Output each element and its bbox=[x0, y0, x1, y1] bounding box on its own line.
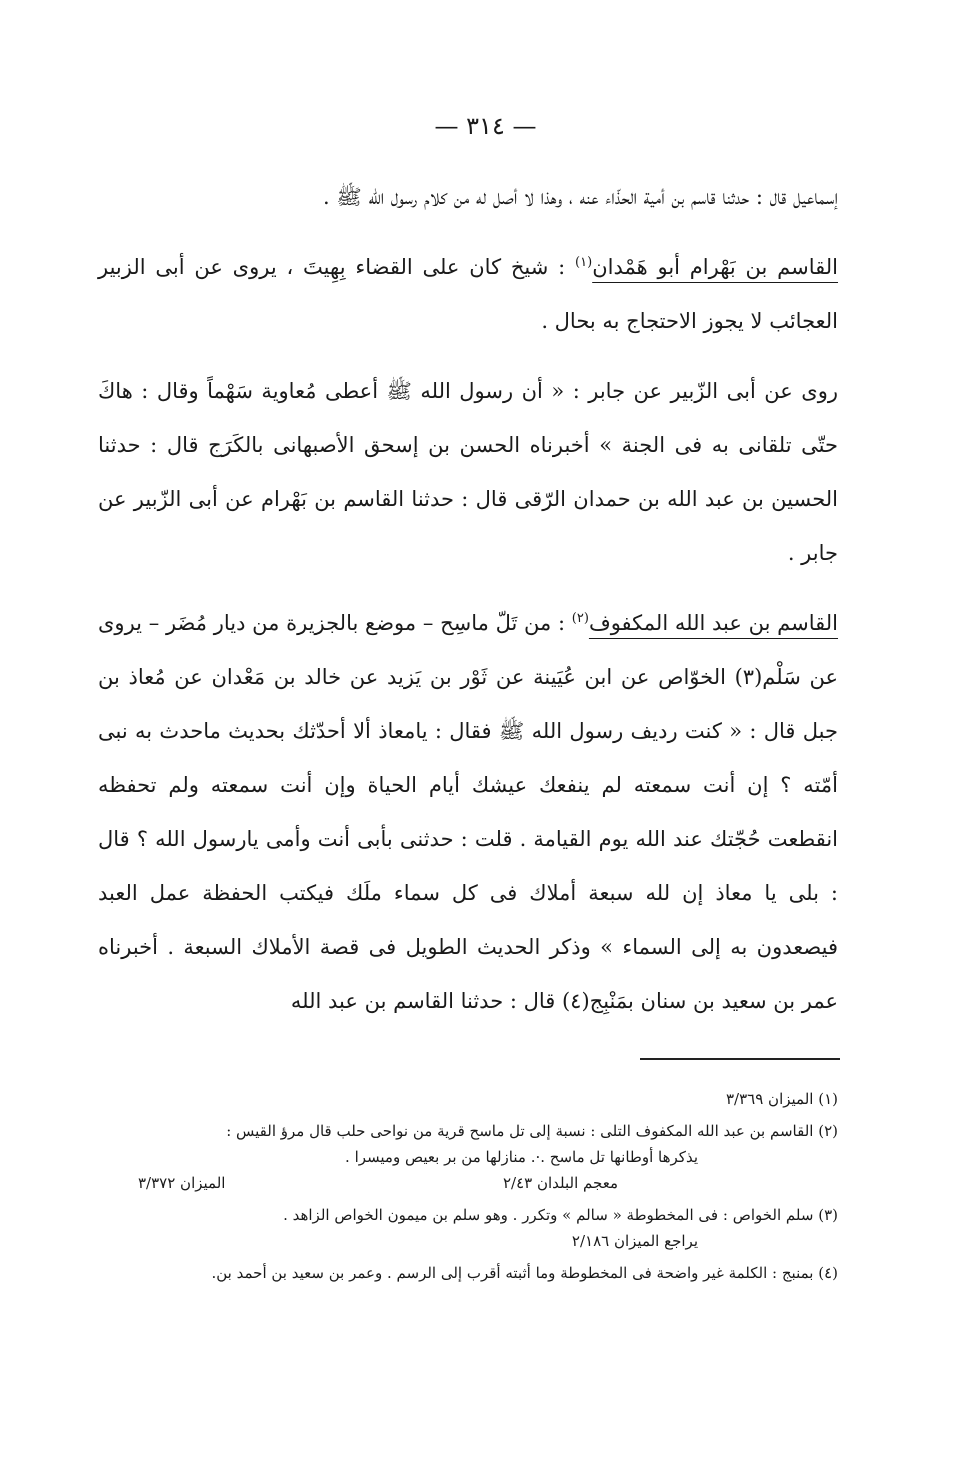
footnote-4 bbox=[98, 1260, 838, 1286]
footnotes bbox=[98, 1086, 838, 1292]
paragraph-3 bbox=[98, 364, 838, 580]
footnote-4-text: (٤) بمنبج : الكلمة غير واضحة فى المخطوطة وما أثبته أقرب إلى الرسم . وعمر بن سعيد بن أحمد بن. bbox=[211, 1264, 838, 1282]
main-text bbox=[98, 170, 838, 1028]
footnote-2-line-2: يذكرها أوطانها تل ماسح .·. منازلها من بر بعيص وميسرا . bbox=[345, 1148, 698, 1166]
footnote-2-ref-mizan: الميزان ٣/٣٧٢ bbox=[138, 1174, 226, 1192]
footnote-2-line-1: (٢) القاسم بن عبد الله المكفوف التلى : نسبة إلى تل ماسح قرية من نواحى حلب قال مرؤ القيس : bbox=[226, 1122, 838, 1140]
footnote-3 bbox=[98, 1202, 838, 1254]
paragraph-2-text: : شيخ كان على القضاء بِهِيتَ ، يروى عن أبى الزبير العجائب لا يجوز الاحتجاج به بحال . bbox=[98, 255, 838, 333]
paragraph-2 bbox=[98, 240, 838, 348]
footnote-2 bbox=[98, 1118, 838, 1196]
footnote-1-text: (١) الميزان ٣/٣٦٩ bbox=[726, 1090, 838, 1108]
footnote-2-references bbox=[98, 1170, 838, 1196]
footnote-ref-1: (١) bbox=[575, 255, 593, 270]
entry-name-qasim-makfuf: القاسم بن عبد الله المكفوف bbox=[588, 611, 839, 635]
footnote-2-ref-mujam: معجم البلدان ٢/٤٣ bbox=[503, 1174, 618, 1192]
paragraph-4-text: : من تَلّ ماسِح – موضع بالجزيرة من ديار مُضَر – يروى عن سَلْم(٣) الخوّاص عن ابن عُيَينة عن ثَوْر بن يَزيد عن خالد بن مَعْدان عن مُعاذ بن جبل قال : « كنت رديف رسول الله ﷺ فقال : يامعاذ ألا أحدّثك بحديث ماحدث به نبى أمّته ؟ إن أنت سمعته لم ينفعك عيشك أيام الحياة وإن أنت سمعته ولم تحفظه انقطعت حُجّتك عند الله يوم القيامة . قلت : حدثنى بأبى أنت وأمى يارسول الله ؟ قال : بلى يا معاذ إن لله سبعة أملاك فى كل سماء ملَك فيكتب الحفظة عمل العبد فيصعدون به إلى السماء » وذكر الحديث الطويل فى قصة الأملاك السبعة . أخبرناه عمر بن سعيد بن سنان بمَنْبِج(٤) قال : حدثنا القاسم بن عبد الله bbox=[98, 611, 838, 1013]
footnote-3-line-1: (٣) سلم الخواص : فى المخطوطة « سالم » وتكرر . وهو سلم بن ميمون الخواص الزاهد . bbox=[283, 1206, 838, 1224]
footnote-divider bbox=[640, 1058, 840, 1060]
entry-name-qasim-bahram: القاسم بن بَهْرام أبو هَمْدان bbox=[592, 255, 839, 279]
paragraph-1 bbox=[98, 170, 838, 224]
footnote-3-line-2: يراجع الميزان ٢/١٨٦ bbox=[571, 1232, 698, 1250]
page-number: — ٣١٤ — bbox=[434, 112, 537, 140]
footnote-ref-2: (٢) bbox=[571, 611, 589, 626]
paragraph-4 bbox=[98, 596, 838, 1028]
paragraph-1-text: إسماعيل قال : حدثنا قاسم بن أمية الحذّاء عنه ، وهذا لا أصل له من كلام رسول الله ﷺ . bbox=[323, 185, 838, 209]
footnote-1 bbox=[98, 1086, 838, 1112]
paragraph-3-text: روى عن أبى الزّبير عن جابر : « أن رسول الله ﷺ أعطى مُعاوية سَهْماً وقال : هاكَ حتّى تلقانى به فى الجنة » أخبرناه الحسن بن إسحق الأصبهانى بالكَرَج قال : حدثنا الحسين بن عبد الله بن حمدان الرّقى قال : حدثنا القاسم بن بَهْرام عن أبى الزّبير عن جابر . bbox=[98, 379, 838, 565]
